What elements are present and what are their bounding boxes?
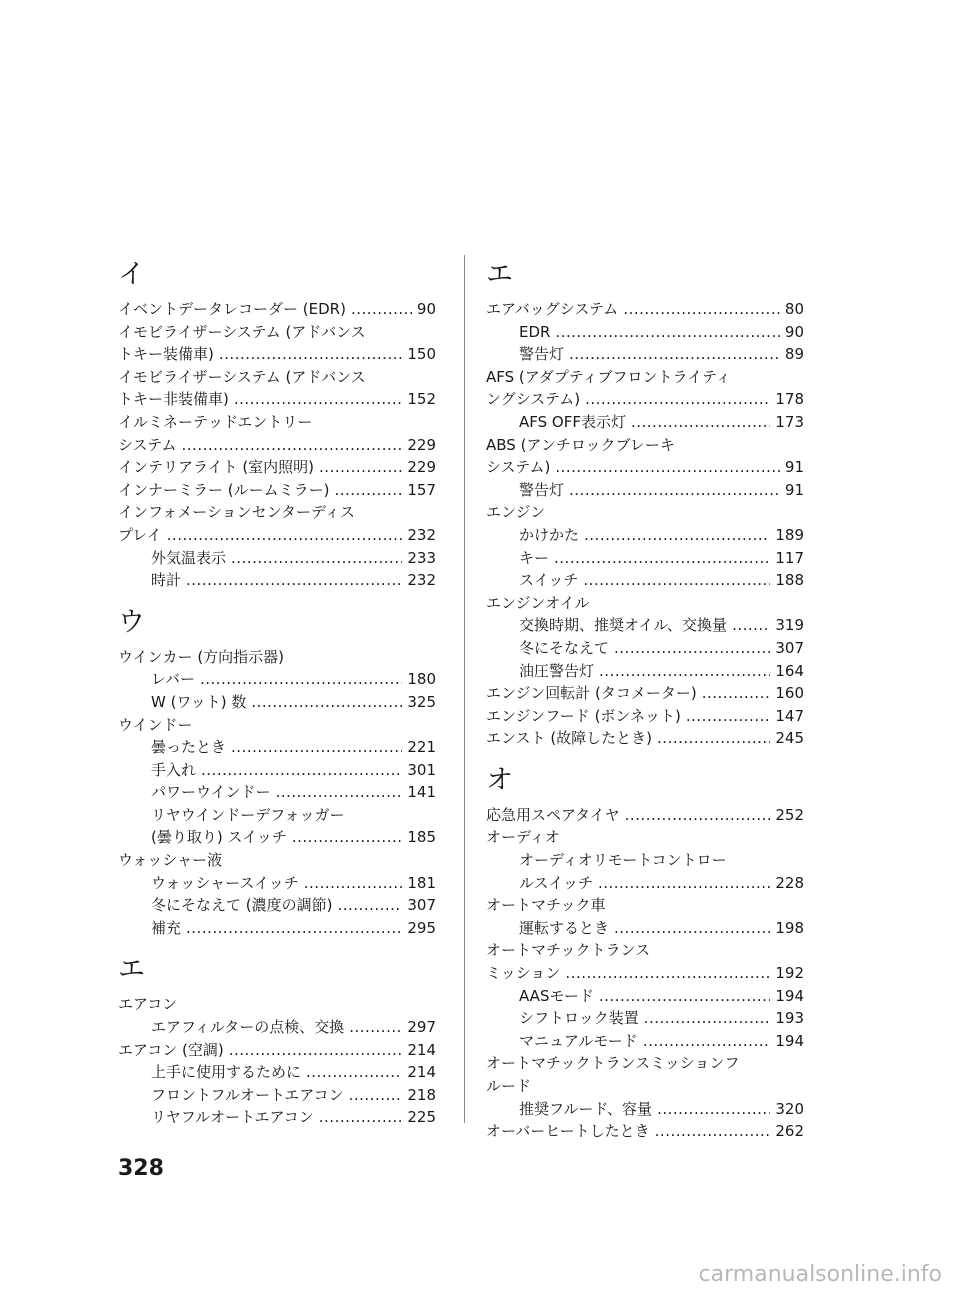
- entry-label: システム: [118, 435, 177, 454]
- entry-label: シフトロック装置: [519, 1009, 639, 1028]
- entry-label: レバー: [151, 670, 195, 689]
- section-heading: エ: [486, 259, 513, 290]
- entry-label: エアフィルターの点検、交換: [151, 1018, 345, 1037]
- index-entry: [118, 388, 436, 411]
- dot-leader: [599, 660, 770, 683]
- dot-leader: [732, 614, 770, 637]
- entry-page-number: 160: [775, 684, 804, 703]
- entry-page-number: 189: [775, 525, 804, 544]
- index-subentry: [118, 668, 436, 691]
- entry-label: ルスイッチ: [519, 873, 593, 892]
- entry-page-number: 152: [407, 390, 436, 409]
- index-subentry: [486, 569, 804, 592]
- watermark: carmanualsonline.info: [698, 1262, 942, 1287]
- entry-label: オートマチックトランスミッションフ: [486, 1054, 740, 1073]
- entry-label: 曇ったとき: [151, 738, 227, 757]
- index-subentry: [118, 1084, 436, 1107]
- entry-label: オーディオリモートコントロー: [519, 851, 727, 870]
- entry-label: 警告灯: [519, 480, 565, 499]
- dot-leader: [337, 894, 402, 917]
- entry-page-number: 307: [775, 638, 804, 657]
- entry-label: 時計: [151, 571, 182, 590]
- index-entry: [118, 321, 436, 344]
- entry-label: AFS (アダプティブフロントライティ: [486, 367, 731, 386]
- column-divider: [464, 255, 465, 1123]
- dot-leader: [229, 1039, 403, 1062]
- index-entry: [118, 434, 436, 457]
- index-subentry: [118, 872, 436, 895]
- entry-label: オートマチック車: [486, 896, 606, 915]
- entry-label: オーディオ: [486, 828, 560, 847]
- dot-leader: [231, 736, 402, 759]
- index-subentry: [486, 479, 804, 502]
- entry-page-number: 297: [407, 1018, 436, 1037]
- dot-leader: [584, 524, 770, 547]
- entry-label: インフォメーションセンターディス: [118, 503, 355, 522]
- entry-label: エンジンオイル: [486, 593, 590, 612]
- entry-label: イルミネーテッドエントリー: [118, 412, 313, 431]
- dot-leader: [569, 479, 780, 502]
- dot-leader: [598, 872, 770, 895]
- entry-label: キー: [519, 548, 550, 567]
- entry-page-number: 301: [407, 760, 436, 779]
- dot-leader: [306, 1061, 402, 1084]
- index-entry: [486, 826, 804, 849]
- section-heading: ウ: [118, 606, 145, 638]
- entry-page-number: 320: [775, 1099, 804, 1118]
- entry-label: 冬にそなえて (濃度の調節): [151, 896, 333, 915]
- dot-leader: [167, 524, 403, 547]
- entry-page-number: 198: [775, 918, 804, 937]
- index-section: [118, 258, 436, 592]
- index-entry: [486, 1052, 804, 1075]
- dot-leader: [631, 411, 770, 434]
- index-subentry: [486, 849, 804, 872]
- index-entry: [118, 411, 436, 434]
- entry-page-number: 194: [775, 986, 804, 1005]
- index-entry: [118, 849, 436, 872]
- entry-page-number: 89: [784, 345, 804, 364]
- entry-page-number: 185: [407, 828, 436, 847]
- index-subentry: [486, 411, 804, 434]
- index-column-left: [118, 258, 436, 1129]
- entry-label: (曇り取り) スイッチ: [151, 828, 287, 847]
- entry-page-number: 221: [407, 738, 436, 757]
- entry-label: システム): [486, 458, 551, 477]
- entry-page-number: 229: [407, 435, 436, 454]
- entry-label: イモビライザーシステム (アドバンス: [118, 367, 366, 386]
- entry-page-number: 178: [775, 390, 804, 409]
- entry-page-number: 192: [775, 964, 804, 983]
- index-subentry: [118, 547, 436, 570]
- entry-label: イモビライザーシステム (アドバンス: [118, 322, 366, 341]
- dot-leader: [565, 962, 770, 985]
- entry-page-number: 232: [407, 571, 436, 590]
- index-subentry: [486, 985, 804, 1008]
- section-heading: イ: [118, 259, 145, 290]
- index-entry: [118, 456, 436, 479]
- entry-page-number: 307: [407, 896, 436, 915]
- entry-label: エンジン: [486, 503, 546, 522]
- index-subentry: [486, 637, 804, 660]
- entry-page-number: 90: [416, 300, 436, 318]
- index-subentry: [486, 1030, 804, 1053]
- entry-label: プレイ: [118, 525, 162, 544]
- entry-label: インテリアライト (室内照明): [118, 458, 315, 477]
- index-entry: [118, 479, 436, 502]
- index-entry: [118, 993, 436, 1016]
- dot-leader: [349, 1016, 402, 1039]
- entry-page-number: 141: [407, 783, 436, 802]
- index-subentry: [118, 759, 436, 782]
- index-entry: [486, 962, 804, 985]
- entry-page-number: 225: [407, 1108, 436, 1127]
- index-subentry: [118, 1106, 436, 1129]
- entry-label: 警告灯: [519, 345, 565, 364]
- dot-leader: [625, 804, 771, 827]
- index-entry: [486, 727, 804, 750]
- entry-page-number: 233: [407, 548, 436, 567]
- dot-leader: [702, 682, 771, 705]
- entry-page-number: 325: [407, 692, 436, 711]
- entry-page-number: 91: [784, 458, 804, 477]
- dot-leader: [655, 1120, 771, 1143]
- section-heading: オ: [486, 764, 513, 796]
- index-entry: [486, 434, 804, 457]
- index-subentry: [486, 872, 804, 895]
- entry-page-number: 91: [784, 480, 804, 499]
- dot-leader: [304, 872, 403, 895]
- entry-page-number: 80: [784, 300, 804, 318]
- index-subentry: [118, 691, 436, 714]
- entry-label: パワーウインドー: [151, 783, 271, 802]
- entry-label: オートマチックトランス: [486, 941, 651, 960]
- index-entry: [118, 343, 436, 366]
- entry-label: トキー装備車): [118, 345, 214, 364]
- index-entry: [118, 714, 436, 737]
- dot-leader: [234, 388, 403, 411]
- index-section: [486, 764, 804, 1143]
- dot-leader: [201, 759, 402, 782]
- index-entry: [118, 501, 436, 524]
- index-subentry: [486, 547, 804, 570]
- dot-leader: [186, 569, 402, 592]
- index-subentry: [118, 1016, 436, 1039]
- dot-leader: [276, 781, 403, 804]
- dot-leader: [555, 456, 780, 479]
- dot-leader: [351, 298, 412, 321]
- index-subentry: [118, 826, 436, 849]
- dot-leader: [614, 917, 770, 940]
- dot-leader: [200, 668, 402, 691]
- section-heading: エ: [118, 954, 145, 986]
- entry-label: エンジン回転計 (タコメーター): [486, 684, 697, 703]
- index-entry: [118, 524, 436, 547]
- entry-label: ングシステム): [486, 390, 581, 409]
- entry-label: AASモード: [519, 986, 594, 1005]
- entry-page-number: 229: [407, 458, 436, 477]
- index-subentry: [486, 1007, 804, 1030]
- entry-label: リヤフルオートエアコン: [151, 1108, 314, 1127]
- entry-label: エンジンフード (ボンネット): [486, 706, 681, 725]
- dot-leader: [569, 343, 780, 366]
- index-subentry: [486, 343, 804, 366]
- index-subentry: [486, 524, 804, 547]
- entry-label: イベントデータレコーダー (EDR): [118, 300, 346, 318]
- entry-label: 冬にそなえて: [519, 638, 610, 657]
- dot-leader: [686, 705, 771, 728]
- entry-label: W (ワット) 数: [151, 692, 247, 711]
- dot-leader: [334, 479, 402, 502]
- index-entry: [486, 705, 804, 728]
- entry-label: ウインカー (方向指示器): [118, 647, 285, 666]
- entry-label: 補充: [151, 918, 182, 937]
- entry-page-number: 252: [775, 805, 804, 824]
- entry-page-number: 214: [407, 1063, 436, 1082]
- dot-leader: [623, 298, 780, 321]
- index-entry: [118, 366, 436, 389]
- index-entry: [118, 298, 436, 321]
- index-entry: [118, 1039, 436, 1062]
- entry-page-number: 319: [775, 616, 804, 635]
- entry-label: ルード: [486, 1077, 532, 1095]
- entry-label: AFS OFF表示灯: [519, 412, 626, 431]
- entry-label: オーバーヒートしたとき: [486, 1122, 650, 1141]
- index-subentry: [118, 781, 436, 804]
- index-subentry: [486, 1098, 804, 1121]
- index-entry: [486, 298, 804, 321]
- dot-leader: [349, 1084, 403, 1107]
- index-subentry: [486, 917, 804, 940]
- entry-page-number: 262: [775, 1122, 804, 1141]
- index-entry: [486, 804, 804, 827]
- index-entry: [486, 894, 804, 917]
- index-column-right: [486, 258, 804, 1143]
- entry-page-number: 147: [775, 706, 804, 725]
- entry-label: ウォッシャースイッチ: [151, 873, 299, 892]
- index-section: [486, 258, 804, 750]
- index-subentry: [118, 569, 436, 592]
- entry-page-number: 193: [775, 1009, 804, 1028]
- entry-label: 外気温表示: [151, 548, 227, 567]
- dot-leader: [599, 985, 770, 1008]
- entry-page-number: 90: [784, 322, 804, 341]
- dot-leader: [583, 569, 770, 592]
- dot-leader: [644, 1007, 771, 1030]
- index-subentry: [118, 736, 436, 759]
- entry-label: 応急用スペアタイヤ: [486, 805, 620, 824]
- entry-label: EDR: [519, 322, 551, 341]
- index-entry: [118, 646, 436, 669]
- entry-page-number: 117: [775, 548, 804, 567]
- entry-label: トキー非装備車): [118, 390, 229, 409]
- dot-leader: [657, 727, 770, 750]
- dot-leader: [231, 547, 402, 570]
- entry-page-number: 228: [775, 873, 804, 892]
- entry-label: ウインドー: [118, 715, 193, 734]
- entry-page-number: 232: [407, 525, 436, 544]
- entry-label: インナーミラー (ルームミラー): [118, 480, 330, 499]
- entry-label: 上手に使用するために: [151, 1063, 302, 1082]
- entry-label: かけかた: [519, 525, 580, 544]
- entry-label: 油圧警告灯: [519, 661, 595, 680]
- dot-leader: [643, 1030, 771, 1053]
- entry-page-number: 194: [775, 1031, 804, 1050]
- index-subentry: [118, 804, 436, 827]
- index-entry: [486, 388, 804, 411]
- entry-page-number: 157: [407, 480, 436, 499]
- dot-leader: [554, 547, 770, 570]
- index-entry: [486, 1120, 804, 1143]
- entry-page-number: 181: [407, 873, 436, 892]
- entry-label: 運転するとき: [519, 918, 610, 937]
- dot-leader: [555, 321, 779, 344]
- entry-label: 手入れ: [151, 760, 197, 779]
- index-entry: [486, 682, 804, 705]
- entry-label: フロントフルオートエアコン: [151, 1085, 344, 1104]
- entry-page-number: 188: [775, 571, 804, 590]
- dot-leader: [319, 456, 402, 479]
- dot-leader: [219, 343, 403, 366]
- index-subentry: [486, 321, 804, 344]
- entry-label: ウォッシャー液: [118, 851, 223, 870]
- dot-leader: [182, 434, 403, 457]
- dot-leader: [614, 637, 770, 660]
- entry-page-number: 150: [407, 345, 436, 364]
- entry-page-number: 218: [407, 1085, 436, 1104]
- index-subentry: [118, 894, 436, 917]
- entry-label: エアコン (空調): [118, 1040, 224, 1059]
- index-subentry: [118, 917, 436, 940]
- dot-leader: [585, 388, 770, 411]
- index-subentry: [486, 614, 804, 637]
- entry-label: スイッチ: [519, 571, 579, 590]
- dot-leader: [292, 826, 402, 849]
- page-number: 328: [118, 1156, 164, 1181]
- entry-label: エアコン: [118, 995, 178, 1014]
- entry-label: エンスト (故障したとき): [486, 729, 653, 748]
- entry-label: リヤウインドーデフォッガー: [151, 805, 345, 824]
- entry-label: ABS (アンチロックブレーキ: [486, 435, 675, 454]
- index-section: [118, 606, 436, 940]
- entry-page-number: 214: [407, 1040, 436, 1059]
- entry-label: 推奨フルード、容量: [519, 1099, 653, 1118]
- index-subentry: [118, 1061, 436, 1084]
- entry-page-number: 245: [775, 729, 804, 748]
- dot-leader: [251, 691, 402, 714]
- index-entry: [486, 939, 804, 962]
- index-entry: [486, 456, 804, 479]
- entry-label: ミッション: [486, 964, 561, 983]
- entry-page-number: 173: [775, 412, 804, 431]
- entry-label: マニュアルモード: [519, 1031, 638, 1050]
- index-subentry: [486, 660, 804, 683]
- index-entry: [486, 1075, 804, 1098]
- index-entry: [486, 501, 804, 524]
- dot-leader: [319, 1106, 403, 1129]
- index-section: [118, 953, 436, 1129]
- index-entry: [486, 592, 804, 615]
- index-entry: [486, 366, 804, 389]
- entry-label: 交換時期、推奨オイル、交換量: [519, 616, 728, 635]
- dot-leader: [186, 917, 402, 940]
- entry-page-number: 180: [407, 670, 436, 689]
- dot-leader: [657, 1098, 770, 1121]
- entry-page-number: 164: [775, 661, 804, 680]
- entry-page-number: 295: [407, 918, 436, 937]
- entry-label: エアバッグシステム: [486, 300, 619, 318]
